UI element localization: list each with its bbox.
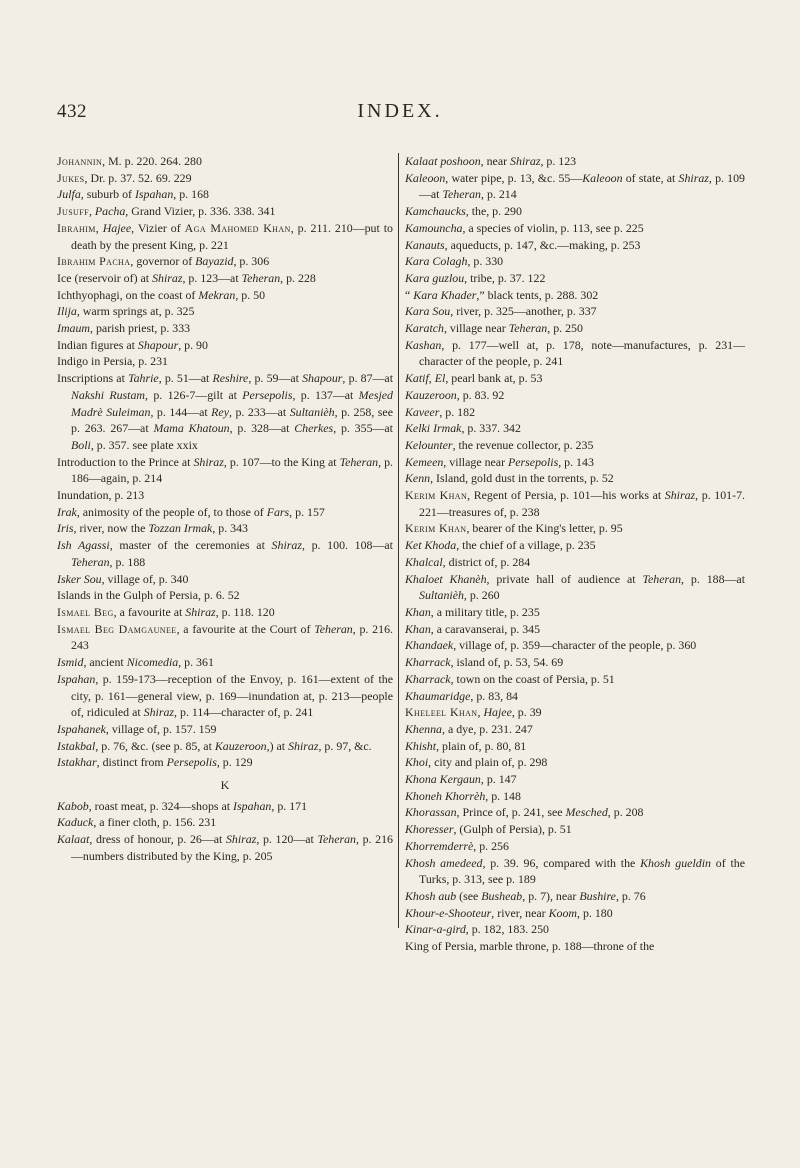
- index-entry: Kara Sou, river, p. 325—another, p. 337: [405, 304, 597, 319]
- index-entry: Khour-e-Shooteur, river, near Koom, p. 180: [405, 905, 613, 920]
- index-entry: Khenna, a dye, p. 231. 247: [405, 721, 533, 736]
- index-entry: Iris, river, now the Tozzan Irmak, p. 343: [57, 521, 248, 536]
- index-entry: Khandaek, village of, p. 359—character of the people, p. 360: [405, 638, 697, 653]
- index-entry: Kaleoon, water pipe, p. 13, &c. 55—Kaleoon of state, at Shiraz, p. 109—at Teheran, p. 214: [405, 170, 746, 202]
- index-entry: Ismael Beg Damgaunee, a favourite at the Court of Teheran, p. 216. 243: [57, 621, 393, 653]
- index-entry: Khoresser, (Gulph of Persia), p. 51: [405, 822, 572, 837]
- index-entry: Katif, El, pearl bank at, p. 53: [405, 371, 543, 386]
- index-column-right: [398, 153, 746, 954]
- index-entry: Ichthyophagi, on the coast of Mekran, p. 50: [57, 287, 266, 302]
- index-entry: Kalaat poshoon, near Shiraz, p. 123: [405, 154, 577, 168]
- index-entry: Johannin, M. p. 220. 264. 280: [57, 154, 202, 168]
- index-entry: Kerim Khan, Regent of Persia, p. 101—his works at Shiraz, p. 101-7. 221—treasures of, p. 238: [405, 488, 745, 519]
- index-entry: Isker Sou, village of, p. 340: [57, 571, 189, 586]
- index-entry: Khisht, plain of, p. 80, 81: [405, 738, 527, 753]
- index-entry: Kamouncha, a species of violin, p. 113, see p. 225: [405, 220, 644, 235]
- index-entry: Kelki Irmak, p. 337. 342: [405, 421, 521, 436]
- index-entry: Kauzeroon, p. 83. 92: [405, 387, 505, 402]
- index-entry: Khoi, city and plain of, p. 298: [405, 755, 548, 770]
- index-entry: Ismael Beg, a favourite at Shiraz, p. 118. 120: [57, 604, 275, 619]
- index-entry: Khona Kergaun, p. 147: [405, 772, 517, 787]
- index-entry: Khorremderrè, p. 256: [405, 838, 509, 853]
- index-entry: Kelounter, the revenue collector, p. 235: [405, 437, 594, 452]
- index-entry: Kaduck, a finer cloth, p. 156. 231: [57, 815, 217, 830]
- index-entry: Kharrack, town on the coast of Persia, p. 51: [405, 671, 615, 686]
- index-entry: King of Persia, marble throne, p. 188—throne of the: [405, 939, 655, 954]
- index-entry: Introduction to the Prince at Shiraz, p. 107—to the King at Teheran, p. 186—again, p. 214: [57, 454, 393, 486]
- index-entry: Julfa, suburb of Ispahan, p. 168: [57, 187, 209, 202]
- index-entry: Jukes, Dr. p. 37. 52. 69. 229: [57, 170, 192, 185]
- index-entry: Kemeen, village near Persepolis, p. 143: [405, 454, 594, 469]
- index-entry: Ish Agassi, master of the ceremonies at Shiraz, p. 100. 108—at Teheran, p. 188: [57, 538, 393, 569]
- index-entry: Ket Khoda, the chief of a village, p. 235: [405, 538, 596, 553]
- index-entry: Indian figures at Shapour, p. 90: [57, 337, 208, 352]
- index-entry: Ibrahim, Hajee, Vizier of Aga Mahomed Khan, p. 211. 210—put to death by the present King, p. 221: [57, 220, 394, 252]
- entries-right: [405, 153, 745, 955]
- index-entry: Khan, a military title, p. 235: [405, 604, 540, 619]
- index-entry: Kerim Khan, bearer of the King's letter, p. 95: [405, 521, 623, 536]
- index-entry: Khoneh Khorrèh, p. 148: [405, 788, 521, 803]
- index-entry: Khosh aub (see Busheab, p. 7), near Bushire, p. 76: [405, 888, 646, 903]
- index-entry: Kara Colagh, p. 330: [405, 254, 504, 269]
- index-entry: Inundation, p. 213: [57, 488, 145, 503]
- index-entry: Kaveer, p. 182: [405, 404, 476, 419]
- index-entry: Kara guzlou, tribe, p. 37. 122: [405, 270, 546, 285]
- index-entry: Khorassan, Prince of, p. 241, see Mesched, p. 208: [405, 805, 644, 820]
- index-entry: Istakbal, p. 76, &c. (see p. 85, at Kauzeroon,) at Shiraz, p. 97, &c.: [57, 738, 372, 753]
- index-entry: Kalaat, dress of honour, p. 26—at Shiraz, p. 120—at Teheran, p. 216—numbers distributed by the King, p. 205: [57, 832, 393, 863]
- index-entry: Ismid, ancient Nicomedia, p. 361: [57, 655, 214, 670]
- index-entry: Kharrack, island of, p. 53, 54. 69: [405, 655, 564, 670]
- entries-k: [57, 798, 393, 865]
- index-entry: Inscriptions at Tahrie, p. 51—at Reshire, p. 59—at Shapour, p. 87—at Nakshi Rustam, p. 126-7—gilt at Persepolis, p. 137—at Mesjed Madrè Suleiman, p. 144—at Rey, p. 233—at Sultanièh, p. 258, see p. 263. 267—at Mama Khatoun, p. 328—at Cherkes, p. 355—at Boli, p. 357. see plate xxix: [57, 371, 394, 452]
- index-entry: Kinar-a-gird, p. 182, 183. 250: [405, 922, 549, 937]
- index-entry: “ Kara Khader,” black tents, p. 288. 302: [405, 287, 599, 302]
- page-number: 432: [57, 101, 87, 122]
- index-entry: Ice (reservoir of) at Shiraz, p. 123—at Teheran, p. 228: [57, 270, 316, 285]
- index-entry: Ibrahim Pacha, governor of Bayazid, p. 306: [57, 254, 270, 269]
- index-entry: Indigo in Persia, p. 231: [57, 354, 168, 369]
- index-entry: Imaum, parish priest, p. 333: [57, 321, 191, 336]
- section-letter-k: K: [220, 778, 230, 793]
- index-entry: Islands in the Gulph of Persia, p. 6. 52: [57, 588, 240, 603]
- index-entry: Khalcal, district of, p. 284: [405, 554, 531, 569]
- index-entry: Kashan, p. 177—well at, p. 178, note—manufactures, p. 231—character of the people, p. 241: [405, 337, 745, 369]
- index-entry: Ispahanek, village of, p. 157. 159: [57, 721, 217, 736]
- index-entry: Kabob, roast meat, p. 324—shops at Ispahan, p. 171: [57, 798, 308, 813]
- index-entry: Kanauts, aqueducts, p. 147, &c.—making, p. 253: [405, 237, 641, 252]
- index-entry: Ispahan, p. 159-173—reception of the Envoy, p. 161—extent of the city, p. 161—general view, p. 169—inundation at, p. 213—people of, ridiculed at Shiraz, p. 114—character of, p. 241: [57, 671, 393, 720]
- index-entry: Istakhar, distinct from Persepolis, p. 129: [57, 755, 253, 770]
- index-entry: Ilija, warm springs at, p. 325: [57, 304, 195, 319]
- index-entry: Karatch, village near Teheran, p. 250: [405, 321, 583, 336]
- index-entry: Kamchaucks, the, p. 290: [405, 204, 522, 219]
- entries-j: [57, 153, 393, 771]
- index-entry: Khaumaridge, p. 83, 84: [405, 688, 518, 703]
- index-entry: Khaloet Khanèh, private hall of audience at Teheran, p. 188—at Sultanièh, p. 260: [405, 571, 745, 603]
- index-entry: Jusuff, Pacha, Grand Vizier, p. 336. 338. 341: [57, 204, 276, 219]
- index-entry: Irak, animosity of the people of, to those of Fars, p. 157: [57, 504, 325, 519]
- index-entry: Khosh amedeed, p. 39. 96, compared with the Khosh gueldin of the Turks, p. 313, see p. 189: [405, 855, 745, 887]
- index-entry: Kheleel Khan, Hajee, p. 39: [405, 705, 542, 720]
- index-column-left: [57, 153, 393, 865]
- index-entry: Khan, a caravanserai, p. 345: [405, 621, 541, 636]
- running-head: INDEX.: [357, 100, 443, 122]
- index-entry: Kenn, Island, gold dust in the torrents, p. 52: [405, 471, 614, 486]
